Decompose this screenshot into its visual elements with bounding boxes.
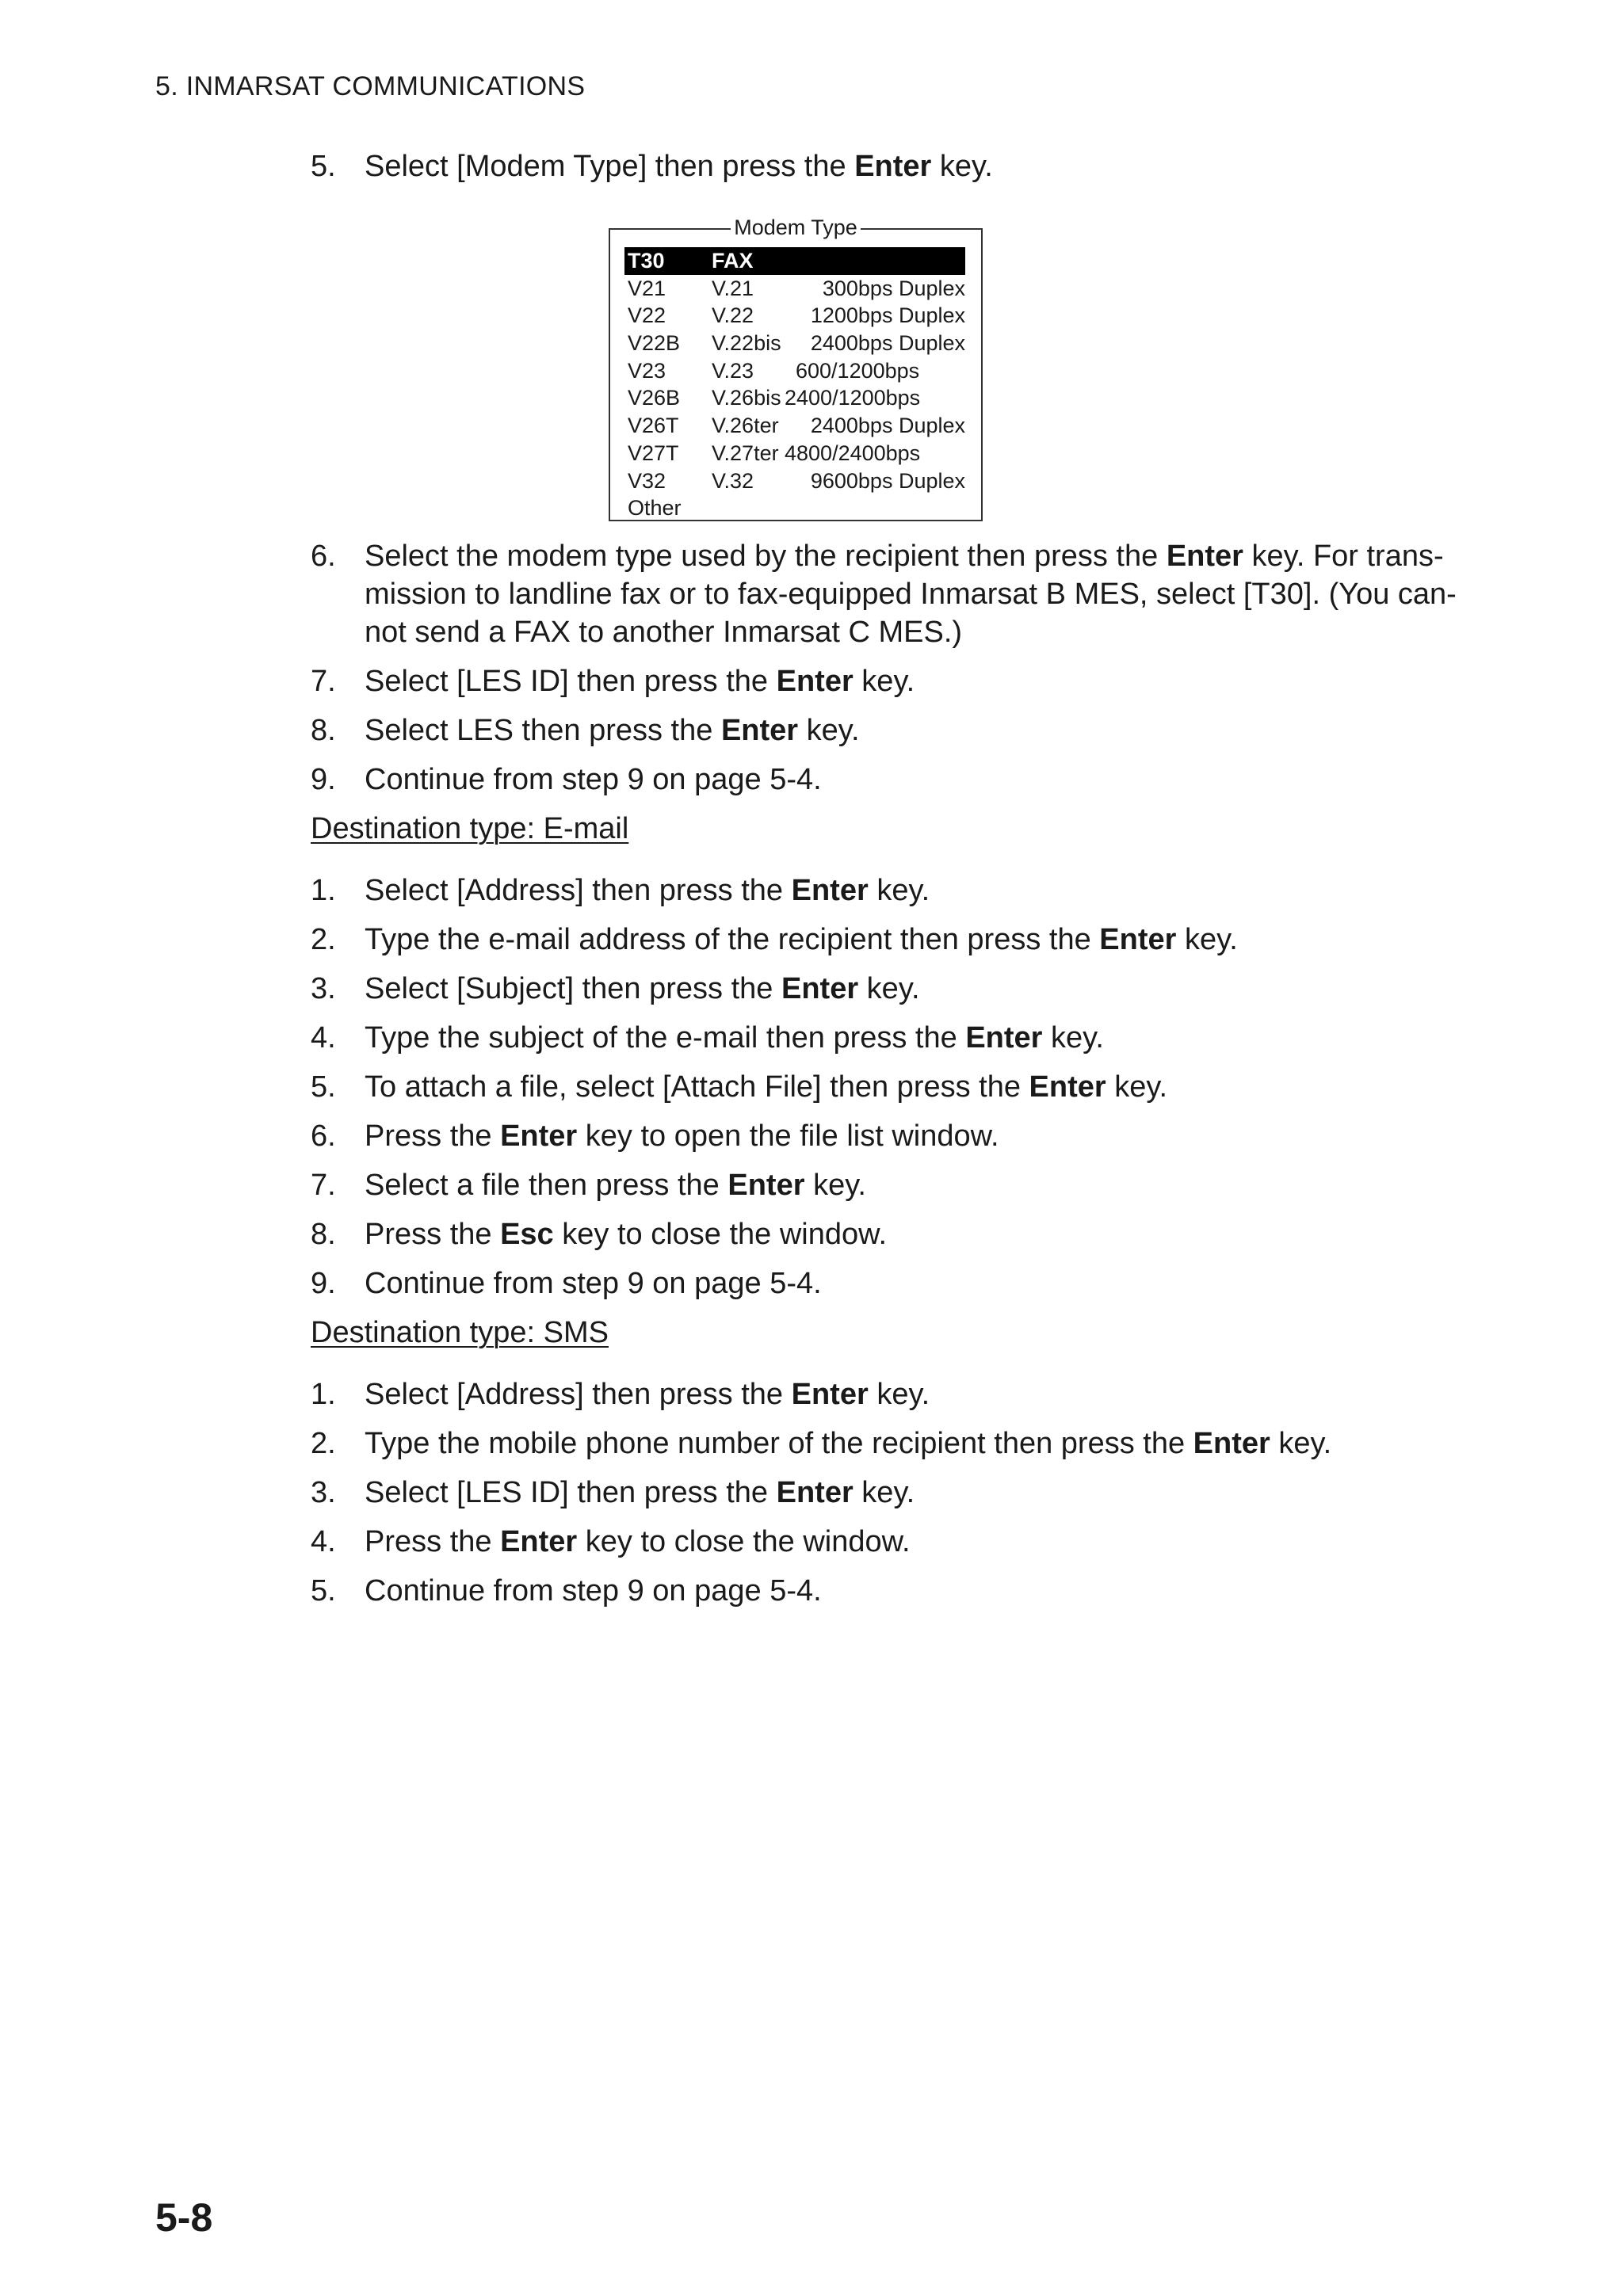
step-text: Select a file then press the Enter key. — [365, 1169, 866, 1202]
modem-option[interactable]: V22B V.22bis 2400bps Duplex — [628, 331, 965, 356]
step-text: Select [Address] then press the Enter key. — [365, 874, 930, 907]
step-number: 9. — [311, 763, 336, 796]
modem-type-window — [609, 215, 983, 521]
step-text: Select [Modem Type] then press the Enter key. — [365, 150, 993, 183]
step-text: Press the Enter key to close the window. — [365, 1525, 911, 1558]
step-text: Select [Address] then press the Enter key. — [365, 1378, 930, 1411]
step-number: 3. — [311, 972, 336, 1005]
section-heading-sms: Destination type: SMS — [311, 1316, 609, 1349]
step-text: Continue from step 9 on page 5-4. — [365, 1574, 822, 1608]
step-number: 5. — [311, 1574, 336, 1608]
step-number: 2. — [311, 1427, 336, 1460]
step-text: Select [LES ID] then press the Enter key. — [365, 665, 915, 698]
step-number: 5. — [311, 1070, 336, 1104]
step-text: Press the Enter key to open the file list window. — [365, 1119, 999, 1153]
modem-option[interactable]: V26T V.26ter 2400bps Duplex — [628, 414, 965, 438]
step-number: 4. — [311, 1525, 336, 1558]
step-text: Select [LES ID] then press the Enter key. — [365, 1476, 915, 1509]
step-text: To attach a file, select [Attach File] then press the Enter key. — [365, 1070, 1168, 1104]
modem-type-window-title: Modem Type — [610, 215, 981, 239]
modem-option[interactable]: Other — [628, 496, 682, 521]
step-text: Type the e-mail address of the recipient then press the Enter key. — [365, 923, 1238, 956]
step-number: 5. — [311, 150, 336, 183]
step-number: 7. — [311, 1169, 336, 1202]
step-number: 7. — [311, 665, 336, 698]
modem-option[interactable]: V23 V.23 600/1200bps — [628, 358, 920, 383]
step-text: Continue from step 9 on page 5-4. — [365, 763, 822, 796]
step-text: Select [Subject] then press the Enter key. — [365, 972, 920, 1005]
page-number: 5-8 — [155, 2195, 213, 2240]
modem-option[interactable]: T30 FAX — [624, 247, 965, 275]
step-number: 3. — [311, 1476, 336, 1509]
step-text: Select LES then press the Enter key. — [365, 714, 860, 747]
step-number: 4. — [311, 1021, 336, 1055]
modem-option[interactable]: V22 V.22 1200bps Duplex — [628, 303, 965, 328]
running-header: 5. INMARSAT COMMUNICATIONS — [155, 71, 586, 101]
step-number: 6. — [311, 1119, 336, 1153]
step-text: Type the mobile phone number of the recipient then press the Enter key. — [365, 1427, 1332, 1460]
step-number: 6. — [311, 540, 336, 573]
step-number: 8. — [311, 714, 336, 747]
step-select-modem-recipient — [311, 537, 1457, 656]
step-number: 8. — [311, 1218, 336, 1251]
step-number: 2. — [311, 923, 336, 956]
step-number: 9. — [311, 1267, 336, 1300]
modem-option[interactable]: V21 V.21 300bps Duplex — [628, 276, 965, 300]
step-text: Select the modem type used by the recipient then press the Enter key. For trans- mission to landline fax or to fax-equipped Inmarsat B MES, select [T30]. (You can- not send a FAX to another Inmarsat C MES.) — [365, 540, 1457, 649]
step-number: 1. — [311, 1378, 336, 1411]
step-text: Press the Esc key to close the window. — [365, 1218, 888, 1251]
step-text: Type the subject of the e-mail then press the Enter key. — [365, 1021, 1104, 1055]
modem-option[interactable]: V32 V.32 9600bps Duplex — [628, 468, 965, 493]
step-text: Continue from step 9 on page 5-4. — [365, 1267, 822, 1300]
step-number: 1. — [311, 874, 336, 907]
modem-type-list — [624, 247, 965, 522]
section-heading-email: Destination type: E-mail — [311, 812, 629, 845]
modem-option[interactable]: V27T V.27ter 4800/2400bps — [628, 441, 921, 465]
modem-option[interactable]: V26B V.26bis 2400/1200bps — [628, 386, 921, 410]
